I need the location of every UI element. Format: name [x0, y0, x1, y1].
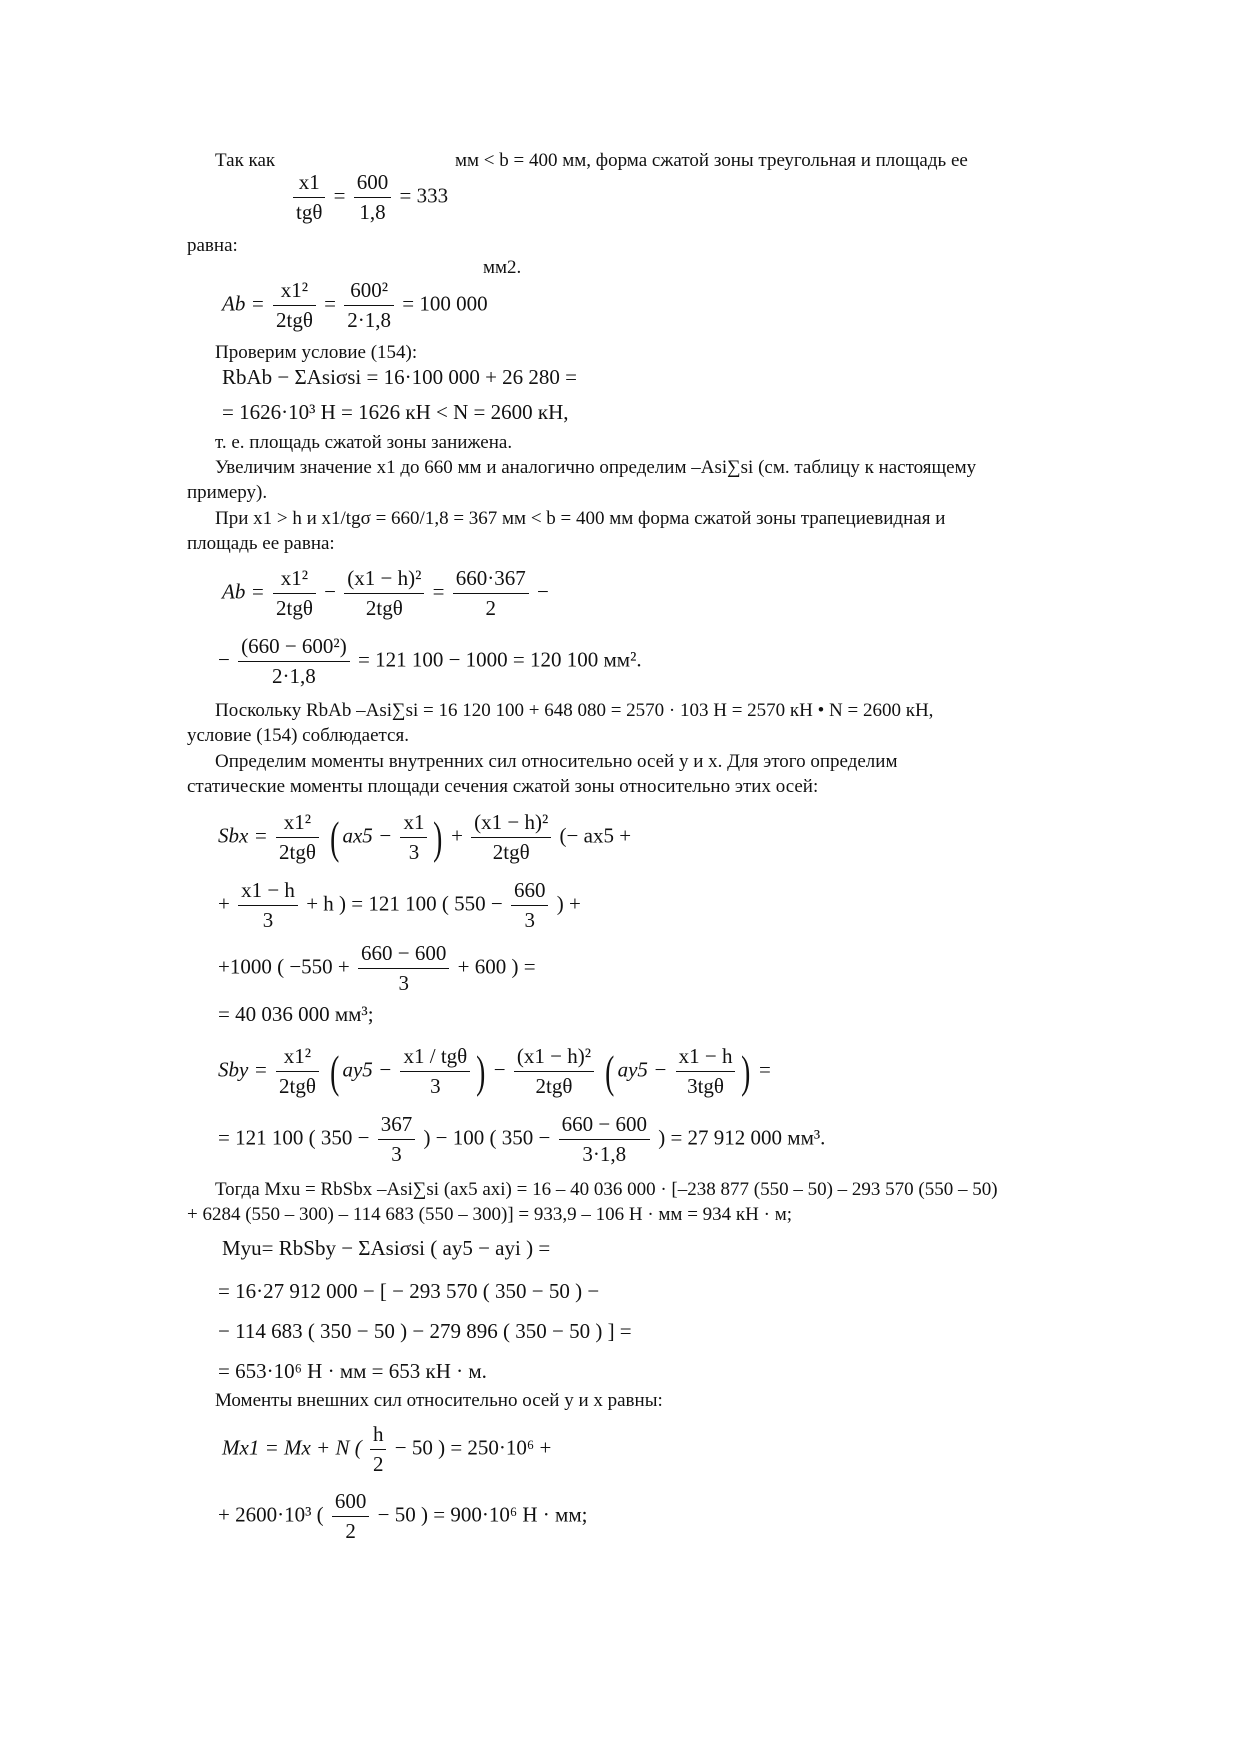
text-line: Увеличим значение x1 до 660 мм и аналогично определим –Asi∑si (см. таблицу к настоящему: [215, 457, 977, 478]
formula-mx1-2: + 2600·10³ ( $\frac{600}{2}$ − 50 ) = 900·10⁶ Н · мм;: [218, 1489, 588, 1543]
formula-ab-trap-result: − $\frac{\text{(660 − 600²)}}{2\cdot 1,8}$ = 121 100 − 1000 = 120 100 мм².: [218, 634, 642, 688]
formula-myu-3: − 114 683 ( 350 − 50 ) − 279 896 ( 350 − 50 ) ] =: [218, 1319, 632, 1343]
formula-sbx-result: = 40 036 000 мм³;: [218, 1002, 374, 1026]
text-line: примеру).: [187, 482, 268, 503]
formula-mx1-1: Mx1 = Mx + N ( $\frac{h}{2}$ − 50 ) = 250·10⁶ +: [222, 1422, 552, 1476]
formula-myu-4: = 653·10⁶ Н · мм = 653 кН · м.: [218, 1359, 487, 1383]
formula-myu-2: = 16·27 912 000 − [ − 293 570 ( 350 − 50 ) −: [218, 1279, 600, 1303]
text-line: площадь ее равна:: [187, 533, 335, 554]
text-line: Моменты внешних сил относительно осей y и x равны:: [215, 1390, 663, 1411]
formula-sby-1: Sby = x1² 2tgθ ( ay5 − x1 / tgθ 3 ) − (x1 − h)² 2tgθ ( ay5 − x1 − h 3tgθ ) =: [218, 1044, 771, 1098]
text-line: Проверим условие (154):: [215, 342, 418, 363]
text-line: Тогда Mxu = RbSbx –Asi∑si (ax5 axi) = 16 – 40 036 000 · [–238 877 (550 – 50) – 293 570 (550 – 50): [215, 1179, 998, 1200]
text-line: + 6284 (550 – 300) – 114 683 (550 – 300)] = 933,9 – 106 Н · мм = 934 кН · м;: [187, 1204, 793, 1225]
text-line: т. е. площадь сжатой зоны занижена.: [215, 432, 513, 453]
formula-sby-2: = 121 100 ( 350 − $\frac{367}{3}$ ) − 100 ( 350 − $\frac{660 - 600}{3\cdot 1,8}$ ) = 27 912 000 мм³.: [218, 1112, 826, 1166]
text-line: мм < b = 400 мм, форма сжатой зоны треугольная и площадь ее: [455, 150, 968, 171]
formula-check-a: RbAb − ΣAsiσsi = 16·100 000 + 26 280 =: [222, 365, 578, 389]
text-line: Так как: [215, 150, 276, 171]
formula-ab-trap: Ab = x1² 2tgθ − (x1 − h)² 2tgθ = $\frac{660\cdot 367}{2}$ −: [222, 566, 549, 620]
text-line: Определим моменты внутренних сил относительно осей y и x. Для этого определим: [215, 751, 898, 772]
text-line: статические моменты площади сечения сжатой зоны относительно этих осей:: [187, 776, 819, 797]
formula-sbx-2: + $\frac{x1 - h}{3}$ + h ) = 121 100 ( 550 − $\frac{660}{3}$ ) +: [218, 878, 581, 932]
formula-check-b: = 1626·10³ Н = 1626 кН < N = 2600 кН,: [222, 400, 569, 424]
formula-x1-tg: x1 tgθ = $\frac{600}{1,8}$ = 333: [290, 168, 448, 227]
text-line: условие (154) соблюдается.: [187, 725, 409, 746]
text-line: При x1 > h и x1/tgσ = 660/1,8 = 367 мм < b = 400 мм форма сжатой зоны трапециевидная и: [215, 508, 946, 529]
formula-myu-1: Myu= RbSby − ΣAsiσsi ( ay5 − ayi ) =: [222, 1236, 551, 1260]
formula-ab-triangle: Ab = x1² 2tgθ = $\frac{\text{600²}}{2\cdot 1,8}$ = 100 000: [222, 278, 488, 332]
formula-sbx-1: Sbx = x1² 2tgθ ( ax5 − $\frac{x1}{3}$ ) + (x1 − h)² 2tgθ (− ax5 +: [218, 810, 632, 864]
text-line: Поскольку RbAb –Asi∑si = 16 120 100 + 648 080 = 2570 · 103 Н = 2570 кН • N = 2600 кН,: [215, 700, 934, 721]
text-line: равна:: [187, 235, 238, 256]
text-line: мм2.: [483, 257, 522, 278]
formula-sbx-3: +1000 ( −550 + $\frac{660 - 600}{3}$ + 600 ) =: [218, 941, 536, 995]
